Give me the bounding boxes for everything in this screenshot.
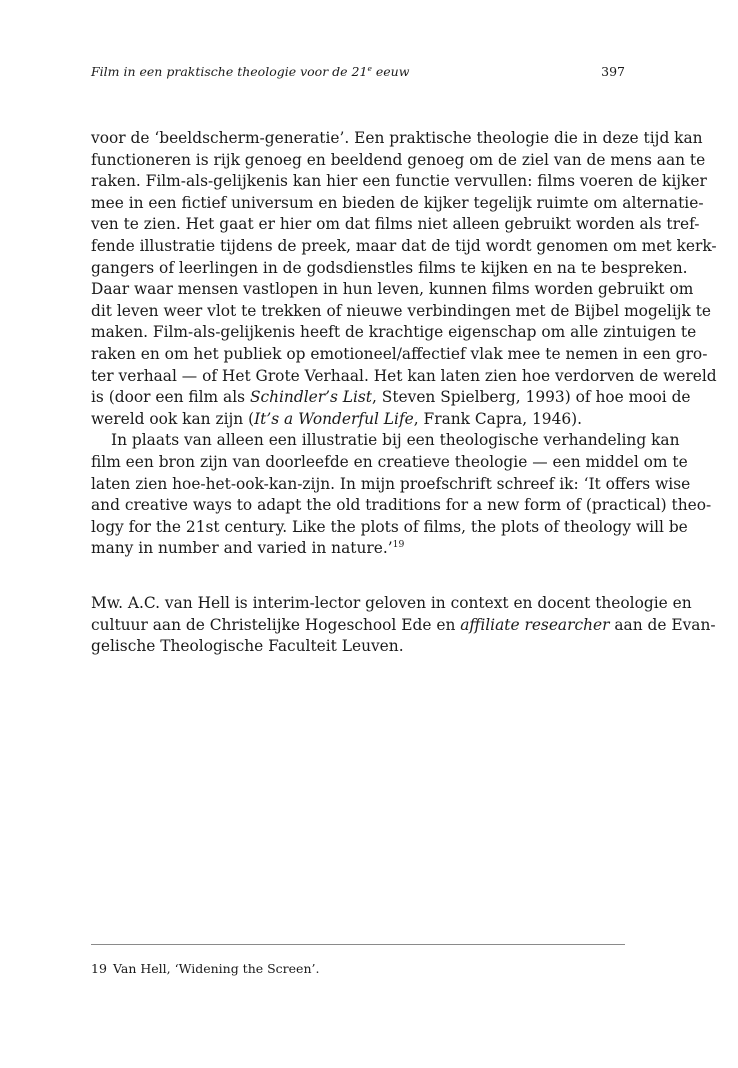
text-segment: cultuur aan de Christelijke Hogeschool Ede en xyxy=(91,615,461,634)
text-line: Mw. A.C. van Hell is interim-lector geloven in context en docent theologie en xyxy=(91,594,692,612)
text-segment: , Steven Spielberg, 1993) of hoe mooi de xyxy=(372,388,691,407)
text-line: raken en om het publiek op emotioneel/affectief vlak mee te nemen in een gro- xyxy=(91,344,708,363)
text-line xyxy=(91,409,625,431)
footnote-separator xyxy=(91,944,625,945)
text-line: dit leven weer vlot te trekken of nieuwe verbindingen met de Bijbel mogelijk te xyxy=(91,301,712,320)
text-segment: aan de Evan- xyxy=(609,615,716,634)
text-line: film een bron zijn van doorleefde en creatieve theologie — een middel om te xyxy=(91,452,688,471)
film-title-italic: Schindler’s List xyxy=(249,388,372,407)
text-line: ter verhaal — of Het Grote Verhaal. Het kan laten zien hoe verdorven de wereld xyxy=(91,366,717,385)
page-number: 397 xyxy=(601,64,625,79)
text-segment: many in number and varied in nature.’ xyxy=(91,539,393,558)
text-line: gangers of leerlingen in de godsdienstles films te kijken en na te bespreken. xyxy=(91,258,688,277)
text-line: laten zien hoe-het-ook-kan-zijn. In mijn proefschrift schreef ik: ‘It offers wise xyxy=(91,474,691,493)
text-line xyxy=(91,387,691,409)
paragraph-1 xyxy=(91,128,717,430)
text-line: mee in een fictief universum en bieden de kijker tegelijk ruimte om alternatie- xyxy=(91,193,704,212)
text-line: logy for the 21st century. Like the plots of films, the plots of theology will be xyxy=(91,517,688,536)
film-title-italic: It’s a Wonderful Life xyxy=(254,409,414,428)
text-segment: , Frank Capra, 1946). xyxy=(413,409,583,428)
running-head-title-text: Film in een praktische theologie voor de 21 xyxy=(91,64,368,79)
text-line: ven te zien. Het gaat er hier om dat films niet alleen gebruikt worden als tref- xyxy=(91,215,700,234)
footnote-reference[interactable]: 19 xyxy=(392,539,405,551)
text-line: and creative ways to adapt the old traditions for a new form of (practical) theo- xyxy=(91,496,712,515)
text-line: In plaats van alleen een illustratie bij een theologische verhandeling kan xyxy=(111,431,680,450)
running-head xyxy=(91,64,625,79)
text-segment: wereld ook kan zijn ( xyxy=(91,409,255,428)
text-line: functioneren is rijk genoeg en beeldend genoeg om de ziel van de mens aan te xyxy=(91,150,706,169)
text-line: voor de ‘beeldscherm-generatie’. Een praktische theologie die in deze tijd kan xyxy=(91,129,703,147)
text-line: Daar waar mensen vastlopen in hun leven, kunnen films worden gebruikt om xyxy=(91,280,694,299)
footnote xyxy=(91,961,319,976)
running-head-title-suffix: eeuw xyxy=(371,64,410,79)
footnote-text: Van Hell, ‘Widening the Screen’. xyxy=(113,961,320,976)
italic-term: affiliate researcher xyxy=(460,615,610,634)
text-line: gelische Theologische Faculteit Leuven. xyxy=(91,637,404,656)
footnote-number: 19 xyxy=(91,961,107,976)
text-line: maken. Film-als-gelijkenis heeft de krachtige eigenschap om alle zintuigen te xyxy=(91,323,697,342)
main-text xyxy=(91,128,717,560)
text-line xyxy=(91,615,716,637)
text-line xyxy=(91,538,625,560)
running-head-title xyxy=(91,64,409,79)
paragraph-2 xyxy=(91,430,712,560)
text-segment: is (door een film als xyxy=(91,388,250,407)
text-line: fende illustratie tijdens de preek, maar dat de tijd wordt genomen om met kerk- xyxy=(91,236,717,255)
author-bio xyxy=(91,593,716,658)
running-head-title-superscript: e xyxy=(367,63,372,73)
text-line: raken. Film-als-gelijkenis kan hier een functie vervullen: films voeren de kijker xyxy=(91,172,707,191)
